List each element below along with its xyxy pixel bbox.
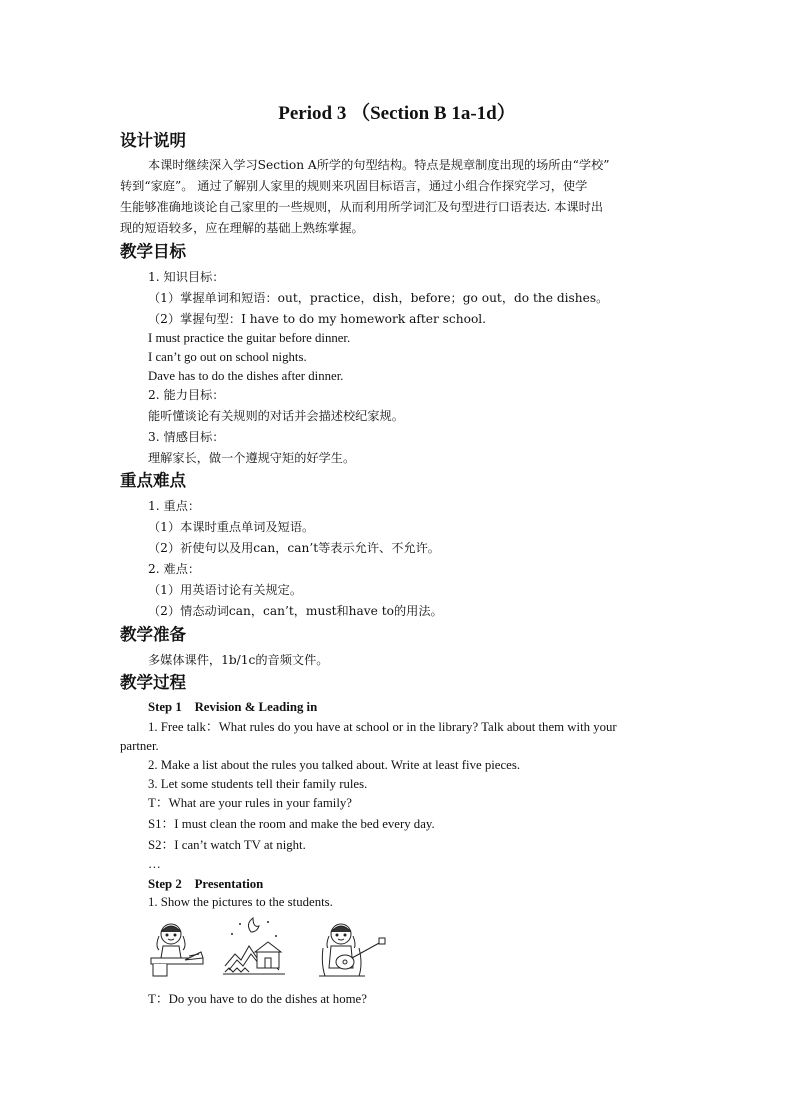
girl-homework-illustration xyxy=(151,924,203,976)
step1-dialog-s2: S2：I can’t watch TV at night. xyxy=(148,838,306,852)
step1-dialog-s1: S1：I must clean the room and make the bed every day. xyxy=(148,817,435,831)
step2-item-1: 1. Show the pictures to the students. xyxy=(148,895,333,909)
step1-item-3: 3. Let some students tell their family rules. xyxy=(148,777,368,791)
key-difficulty-1: （1）用英语讨论有关规定。 xyxy=(148,583,303,597)
step1-dialog-t: T：What are your rules in your family? xyxy=(148,796,352,810)
design-line-3: 生能够准确地谈论自己家里的一些规则，从而利用所学词汇及句型进行口语表达. 本课时出 xyxy=(120,200,604,214)
key-focus-1: （1）本课时重点单词及短语。 xyxy=(148,520,315,534)
key-focus-title: 1. 重点： xyxy=(148,499,201,513)
key-focus-2: （2）祈使句以及用can，can’t等表示允许、不允许。 xyxy=(148,541,440,555)
goal-knowledge-4: I can’t go out on school nights. xyxy=(148,350,307,364)
goal-emotion-title: 3. 情感目标： xyxy=(148,430,225,444)
goal-knowledge-1: （1）掌握单词和短语：out，practice，dish，before；go out，do the dishes。 xyxy=(148,291,609,305)
page-title: Period 3 （Section B 1a-1d） xyxy=(278,103,516,124)
girl-guitar-illustration xyxy=(319,924,385,976)
illustration-row xyxy=(145,914,395,984)
step1-item-2: 2. Make a list about the rules you talked about. Write at least five pieces. xyxy=(148,758,521,772)
step1-item-1: 1. Free talk：What rules do you have at school or in the library? Talk about them with your xyxy=(148,720,617,734)
prep-text: 多媒体课件，1b/1c的音频文件。 xyxy=(148,653,329,667)
step2-dialog-t: T：Do you have to do the dishes at home? xyxy=(148,992,367,1006)
goal-ability-1: 能听懂谈论有关规则的对话并会描述校纪家规。 xyxy=(148,409,404,423)
goal-ability-title: 2. 能力目标： xyxy=(148,388,225,402)
section-heading-key: 重点难点 xyxy=(120,471,186,490)
section-heading-design: 设计说明 xyxy=(120,131,186,150)
goal-knowledge-title: 1. 知识目标： xyxy=(148,270,225,284)
step2-heading: Step 2 Presentation xyxy=(148,877,264,891)
key-difficulty-2: （2）情态动词can，can’t，must和have to的用法。 xyxy=(148,604,443,618)
design-line-4: 现的短语较多，应在理解的基础上熟练掌握。 xyxy=(120,221,364,235)
step1-ellipsis: … xyxy=(148,857,161,871)
design-line-2: 转到“家庭”。 通过了解别人家里的规则来巩固目标语言，通过小组合作探究学习，使学 xyxy=(120,179,588,193)
night-scene-illustration xyxy=(223,918,285,974)
section-heading-process: 教学过程 xyxy=(120,673,186,692)
key-difficulty-title: 2. 难点： xyxy=(148,562,201,576)
step1-item-1-cont: partner. xyxy=(120,739,159,753)
section-heading-prep: 教学准备 xyxy=(120,625,186,644)
design-line-1: 本课时继续深入学习Section A所学的句型结构。特点是规章制度出现的场所由“学校” xyxy=(148,158,610,172)
goal-emotion-1: 理解家长，做一个遵规守矩的好学生。 xyxy=(148,451,356,465)
goal-knowledge-3: I must practice the guitar before dinner. xyxy=(148,331,351,345)
step1-heading: Step 1 Revision & Leading in xyxy=(148,700,318,714)
goal-knowledge-2: （2）掌握句型：I have to do my homework after school. xyxy=(148,312,487,326)
goal-knowledge-5: Dave has to do the dishes after dinner. xyxy=(148,369,344,383)
section-heading-goals: 教学目标 xyxy=(120,242,186,261)
